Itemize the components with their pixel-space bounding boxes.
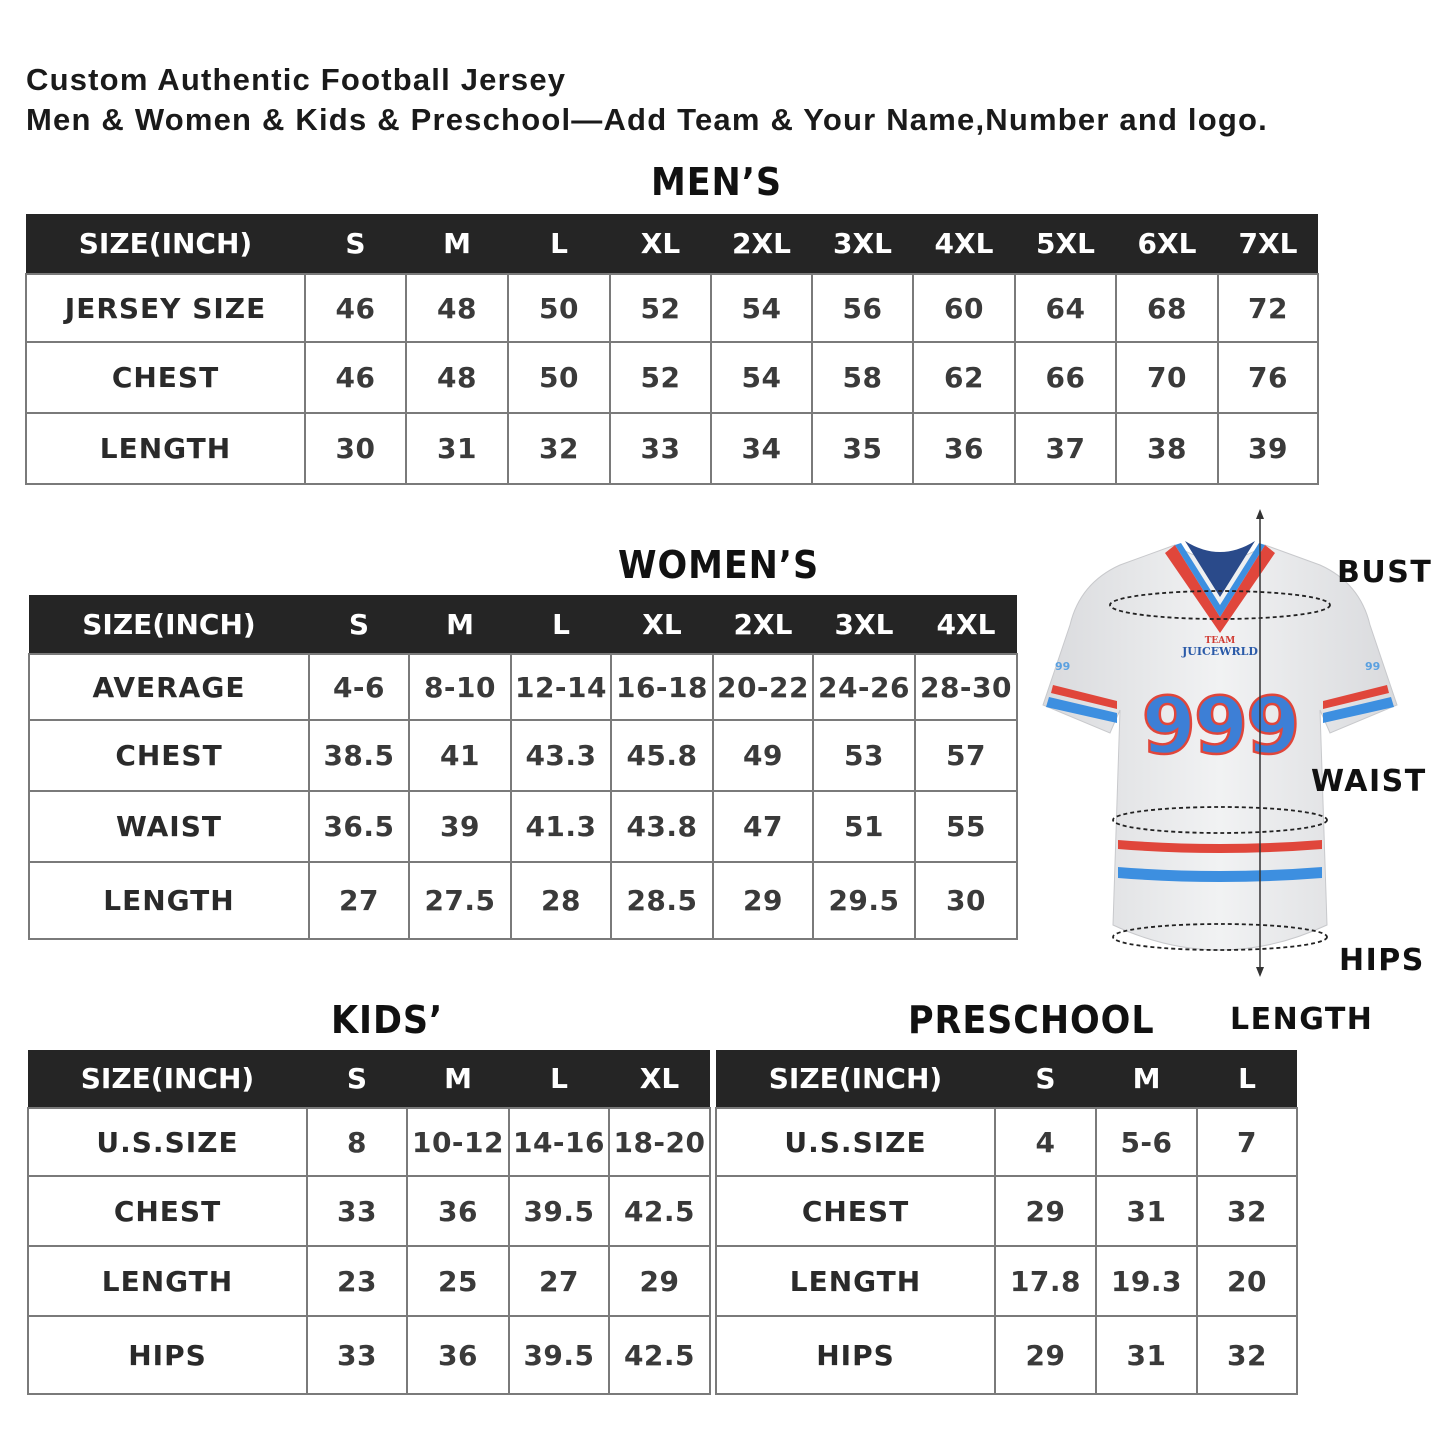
table-cell: 5-6 — [1096, 1108, 1197, 1176]
table-cell: 31 — [1096, 1176, 1197, 1246]
womens-col-header: 2XL — [713, 595, 813, 654]
womens-col-header: 3XL — [813, 595, 915, 654]
table-cell: 25 — [407, 1246, 509, 1316]
waist-label: WAIST — [1311, 764, 1427, 799]
table-cell: 16-18 — [611, 654, 713, 720]
table-cell: 32 — [1197, 1316, 1297, 1394]
table-cell: 48 — [406, 274, 508, 342]
table-row — [29, 791, 1017, 862]
kids-header-row — [28, 1050, 710, 1108]
kids-col-header: S — [307, 1050, 407, 1108]
mens-col-header: SIZE(INCH) — [26, 214, 305, 274]
table-cell: 17.8 — [995, 1246, 1096, 1316]
table-cell: 46 — [305, 342, 406, 413]
row-label: AVERAGE — [29, 654, 309, 720]
table-cell: 18-20 — [609, 1108, 710, 1176]
table-cell: 4-6 — [309, 654, 409, 720]
womens-col-header: M — [409, 595, 511, 654]
table-cell: 27.5 — [409, 862, 511, 939]
mens-header-row — [26, 214, 1318, 274]
row-label: LENGTH — [29, 862, 309, 939]
table-cell: 42.5 — [609, 1176, 710, 1246]
row-label: LENGTH — [26, 413, 305, 484]
mens-col-header: 7XL — [1218, 214, 1318, 274]
row-label: LENGTH — [28, 1246, 307, 1316]
header-line-1: Custom Authentic Football Jersey — [26, 62, 567, 97]
table-cell: 38 — [1116, 413, 1218, 484]
row-label: U.S.SIZE — [716, 1108, 995, 1176]
table-cell: 37 — [1015, 413, 1116, 484]
bust-label: BUST — [1337, 555, 1433, 590]
table-cell: 36 — [407, 1176, 509, 1246]
table-cell: 27 — [509, 1246, 609, 1316]
table-cell: 57 — [915, 720, 1017, 791]
table-row — [28, 1316, 710, 1394]
table-cell: 33 — [307, 1316, 407, 1394]
preschool-col-header: S — [995, 1050, 1096, 1108]
mens-col-header: 2XL — [711, 214, 812, 274]
table-cell: 50 — [508, 342, 610, 413]
mens-col-header: S — [305, 214, 406, 274]
table-row — [29, 720, 1017, 791]
table-row — [29, 654, 1017, 720]
womens-title: WOMEN’S — [618, 543, 820, 587]
kids-col-header: XL — [609, 1050, 710, 1108]
row-label: CHEST — [28, 1176, 307, 1246]
table-cell: 49 — [713, 720, 813, 791]
table-cell: 70 — [1116, 342, 1218, 413]
length-label: LENGTH — [1230, 1002, 1374, 1037]
mens-col-header: 4XL — [913, 214, 1015, 274]
table-row — [29, 862, 1017, 939]
mens-col-header: 3XL — [812, 214, 913, 274]
table-cell: 76 — [1218, 342, 1318, 413]
table-cell: 46 — [305, 274, 406, 342]
table-cell: 38.5 — [309, 720, 409, 791]
row-label: CHEST — [716, 1176, 995, 1246]
table-cell: 47 — [713, 791, 813, 862]
table-cell: 36 — [407, 1316, 509, 1394]
row-label: JERSEY SIZE — [26, 274, 305, 342]
table-cell: 52 — [610, 342, 711, 413]
jersey-team-name: JUICEWRLD — [1182, 645, 1258, 658]
womens-header-row — [29, 595, 1017, 654]
table-cell: 4 — [995, 1108, 1096, 1176]
mens-size-table — [25, 214, 1319, 485]
jersey-sleeve-number-left: 99 — [1055, 660, 1071, 673]
table-row — [26, 342, 1318, 413]
table-row — [716, 1246, 1297, 1316]
table-cell: 64 — [1015, 274, 1116, 342]
table-cell: 24-26 — [813, 654, 915, 720]
row-label: HIPS — [28, 1316, 307, 1394]
row-label: CHEST — [26, 342, 305, 413]
table-cell: 39.5 — [509, 1316, 609, 1394]
table-cell: 10-12 — [407, 1108, 509, 1176]
preschool-size-table — [715, 1050, 1298, 1395]
table-row — [716, 1316, 1297, 1394]
table-cell: 62 — [913, 342, 1015, 413]
table-cell: 29.5 — [813, 862, 915, 939]
table-cell: 28-30 — [915, 654, 1017, 720]
table-cell: 31 — [406, 413, 508, 484]
table-row — [28, 1176, 710, 1246]
womens-col-header: 4XL — [915, 595, 1017, 654]
table-row — [28, 1108, 710, 1176]
table-row — [716, 1176, 1297, 1246]
preschool-col-header: SIZE(INCH) — [716, 1050, 995, 1108]
table-cell: 28 — [511, 862, 611, 939]
mens-col-header: M — [406, 214, 508, 274]
table-cell: 51 — [813, 791, 915, 862]
table-cell: 29 — [609, 1246, 710, 1316]
preschool-col-header: M — [1096, 1050, 1197, 1108]
table-cell: 45.8 — [611, 720, 713, 791]
table-cell: 34 — [711, 413, 812, 484]
table-cell: 36.5 — [309, 791, 409, 862]
table-cell: 20-22 — [713, 654, 813, 720]
mens-col-header: L — [508, 214, 610, 274]
table-cell: 29 — [995, 1176, 1096, 1246]
table-cell: 60 — [913, 274, 1015, 342]
jersey-sleeve-number-right: 99 — [1365, 660, 1381, 673]
table-row — [716, 1108, 1297, 1176]
womens-col-header: S — [309, 595, 409, 654]
jersey-team-label: TEAM — [1204, 636, 1236, 646]
table-cell: 68 — [1116, 274, 1218, 342]
table-cell: 66 — [1015, 342, 1116, 413]
preschool-title: PRESCHOOL — [908, 998, 1155, 1042]
table-cell: 43.3 — [511, 720, 611, 791]
table-cell: 50 — [508, 274, 610, 342]
womens-col-header: XL — [611, 595, 713, 654]
table-cell: 32 — [1197, 1176, 1297, 1246]
table-cell: 27 — [309, 862, 409, 939]
table-cell: 54 — [711, 274, 812, 342]
table-cell: 8 — [307, 1108, 407, 1176]
hips-label: HIPS — [1339, 943, 1425, 978]
kids-col-header: SIZE(INCH) — [28, 1050, 307, 1108]
table-cell: 54 — [711, 342, 812, 413]
table-cell: 41.3 — [511, 791, 611, 862]
row-label: WAIST — [29, 791, 309, 862]
table-cell: 53 — [813, 720, 915, 791]
table-cell: 36 — [913, 413, 1015, 484]
table-row — [26, 274, 1318, 342]
table-cell: 42.5 — [609, 1316, 710, 1394]
table-cell: 19.3 — [1096, 1246, 1197, 1316]
header-line-2: Men & Women & Kids & Preschool—Add Team & Your Name,Number and logo. — [26, 102, 1268, 137]
womens-col-header: SIZE(INCH) — [29, 595, 309, 654]
kids-size-table — [27, 1050, 711, 1395]
table-cell: 39 — [409, 791, 511, 862]
preschool-col-header: L — [1197, 1050, 1297, 1108]
table-cell: 8-10 — [409, 654, 511, 720]
table-cell: 39 — [1218, 413, 1318, 484]
row-label: U.S.SIZE — [28, 1108, 307, 1176]
table-cell: 33 — [307, 1176, 407, 1246]
table-cell: 23 — [307, 1246, 407, 1316]
table-cell: 43.8 — [611, 791, 713, 862]
table-cell: 35 — [812, 413, 913, 484]
row-label: CHEST — [29, 720, 309, 791]
table-cell: 31 — [1096, 1316, 1197, 1394]
table-cell: 7 — [1197, 1108, 1297, 1176]
table-cell: 33 — [610, 413, 711, 484]
table-cell: 28.5 — [611, 862, 713, 939]
mens-col-header: XL — [610, 214, 711, 274]
table-row — [26, 413, 1318, 484]
table-cell: 72 — [1218, 274, 1318, 342]
table-cell: 29 — [995, 1316, 1096, 1394]
table-cell: 32 — [508, 413, 610, 484]
preschool-header-row — [716, 1050, 1297, 1108]
kids-title: KIDS’ — [331, 998, 444, 1042]
page-header — [26, 60, 1268, 140]
mens-col-header: 5XL — [1015, 214, 1116, 274]
mens-title: MEN’S — [651, 160, 782, 204]
row-label: LENGTH — [716, 1246, 995, 1316]
table-cell: 56 — [812, 274, 913, 342]
row-label: HIPS — [716, 1316, 995, 1394]
mens-col-header: 6XL — [1116, 214, 1218, 274]
table-cell: 29 — [713, 862, 813, 939]
jersey-number: 999 — [1141, 682, 1299, 772]
table-cell: 20 — [1197, 1246, 1297, 1316]
table-cell: 12-14 — [511, 654, 611, 720]
womens-size-table — [28, 595, 1018, 940]
table-row — [28, 1246, 710, 1316]
womens-col-header: L — [511, 595, 611, 654]
table-cell: 14-16 — [509, 1108, 609, 1176]
kids-col-header: M — [407, 1050, 509, 1108]
table-cell: 52 — [610, 274, 711, 342]
table-cell: 58 — [812, 342, 913, 413]
table-cell: 30 — [915, 862, 1017, 939]
table-cell: 41 — [409, 720, 511, 791]
table-cell: 30 — [305, 413, 406, 484]
table-cell: 48 — [406, 342, 508, 413]
kids-col-header: L — [509, 1050, 609, 1108]
table-cell: 39.5 — [509, 1176, 609, 1246]
table-cell: 55 — [915, 791, 1017, 862]
